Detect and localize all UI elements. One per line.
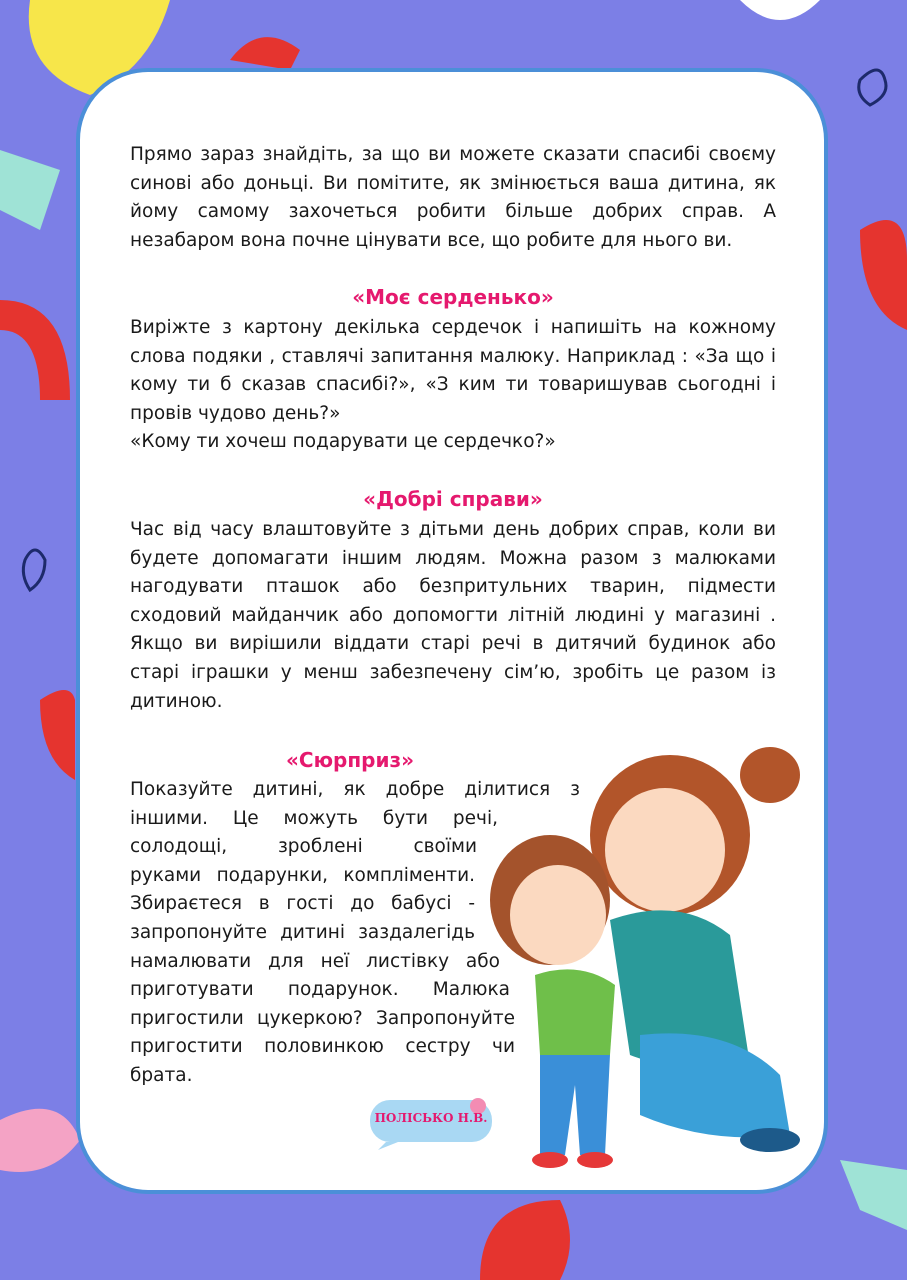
text-line: слова подяки , ставлячі запитання малюку. Наприклад : «За що і bbox=[130, 345, 776, 367]
text-line: пригостити половинкою сестру чи bbox=[130, 1036, 515, 1058]
text-line: Збираєтеся в гості до бабусі - bbox=[130, 893, 475, 915]
star-shape bbox=[840, 1160, 907, 1230]
text-line: Якщо ви вирішили віддати старі речі в дитячий будинок або bbox=[130, 633, 776, 655]
heart-outline-shape bbox=[23, 550, 45, 590]
text-line: провів чудово день?» bbox=[130, 402, 341, 424]
section-good-deeds-text bbox=[130, 516, 776, 716]
section-my-heart-text bbox=[130, 314, 776, 457]
section-title-my-heart: «Моє серденько» bbox=[352, 285, 554, 309]
text-line: Прямо зараз знайдіть, за що ви можете сказати спасибі своєму bbox=[130, 144, 776, 165]
section-title-good-deeds: «Добрі справи» bbox=[363, 487, 543, 511]
red-shape bbox=[860, 220, 907, 330]
text-line: сходовий майданчик або допомогти літній людині у магазині . bbox=[130, 604, 776, 626]
text-line: дитиною. bbox=[130, 690, 223, 712]
text-line: руками подарунки, компліменти. bbox=[130, 864, 475, 886]
text-line: синові або доньці. Ви помітите, як змінюється ваша дитина, як bbox=[130, 172, 776, 194]
text-line: намалювати для неї листівку або bbox=[130, 950, 500, 972]
text-line: Показуйте дитині, як добре ділитися з bbox=[130, 779, 580, 800]
flower-shape bbox=[740, 0, 820, 20]
red-heart-shape bbox=[230, 37, 300, 70]
text-line: солодощі, зроблені своїми bbox=[130, 836, 477, 858]
rainbow-shape bbox=[480, 1200, 570, 1280]
mother-and-child-illustration bbox=[480, 735, 810, 1175]
red-shape bbox=[40, 690, 75, 780]
text-line: приготувати подарунок. Малюка bbox=[130, 979, 510, 1001]
text-line: запропонуйте дитині заздалегідь bbox=[130, 921, 475, 943]
rainbow-shape bbox=[0, 300, 70, 400]
text-line: старі іграшки у менш забезпечену сім’ю, зробіть це разом із bbox=[130, 661, 776, 683]
text-line: незабаром вона почне цінувати все, що робите для нього ви. bbox=[130, 229, 733, 251]
text-line: кому ти б сказав спасибі?», «З ким ти товаришував сьогодні і bbox=[130, 374, 776, 396]
text-line: будете допомагати іншим людям. Можна разом з малюками bbox=[130, 547, 776, 569]
text-line: брата. bbox=[130, 1064, 193, 1086]
text-line: пригостили цукеркою? Запропонуйте bbox=[130, 1007, 515, 1029]
text-line: йому самому захочеться робити більше добрих справ. А bbox=[130, 201, 776, 223]
text-line: іншими. Це можуть бути речі, bbox=[130, 807, 498, 829]
author-badge bbox=[368, 1098, 494, 1150]
text-line: Виріжте з картону декілька сердечок і напишіть на кожному bbox=[130, 317, 776, 338]
intro-paragraph bbox=[130, 141, 776, 255]
heart-outline-shape bbox=[859, 70, 886, 105]
text-line: нагодувати пташок або безпритульних тварин, підмести bbox=[130, 576, 776, 598]
author-name: ПОЛІСЬКО Н.В. bbox=[374, 1111, 488, 1125]
pink-shape bbox=[0, 1109, 80, 1172]
section-title-surprise: «Сюрприз» bbox=[285, 748, 415, 772]
text-line: «Кому ти хочеш подарувати це сердечко?» bbox=[130, 431, 556, 453]
star-shape bbox=[0, 150, 60, 230]
text-line: Час від часу влаштовуйте з дітьми день добрих справ, коли ви bbox=[130, 519, 776, 540]
